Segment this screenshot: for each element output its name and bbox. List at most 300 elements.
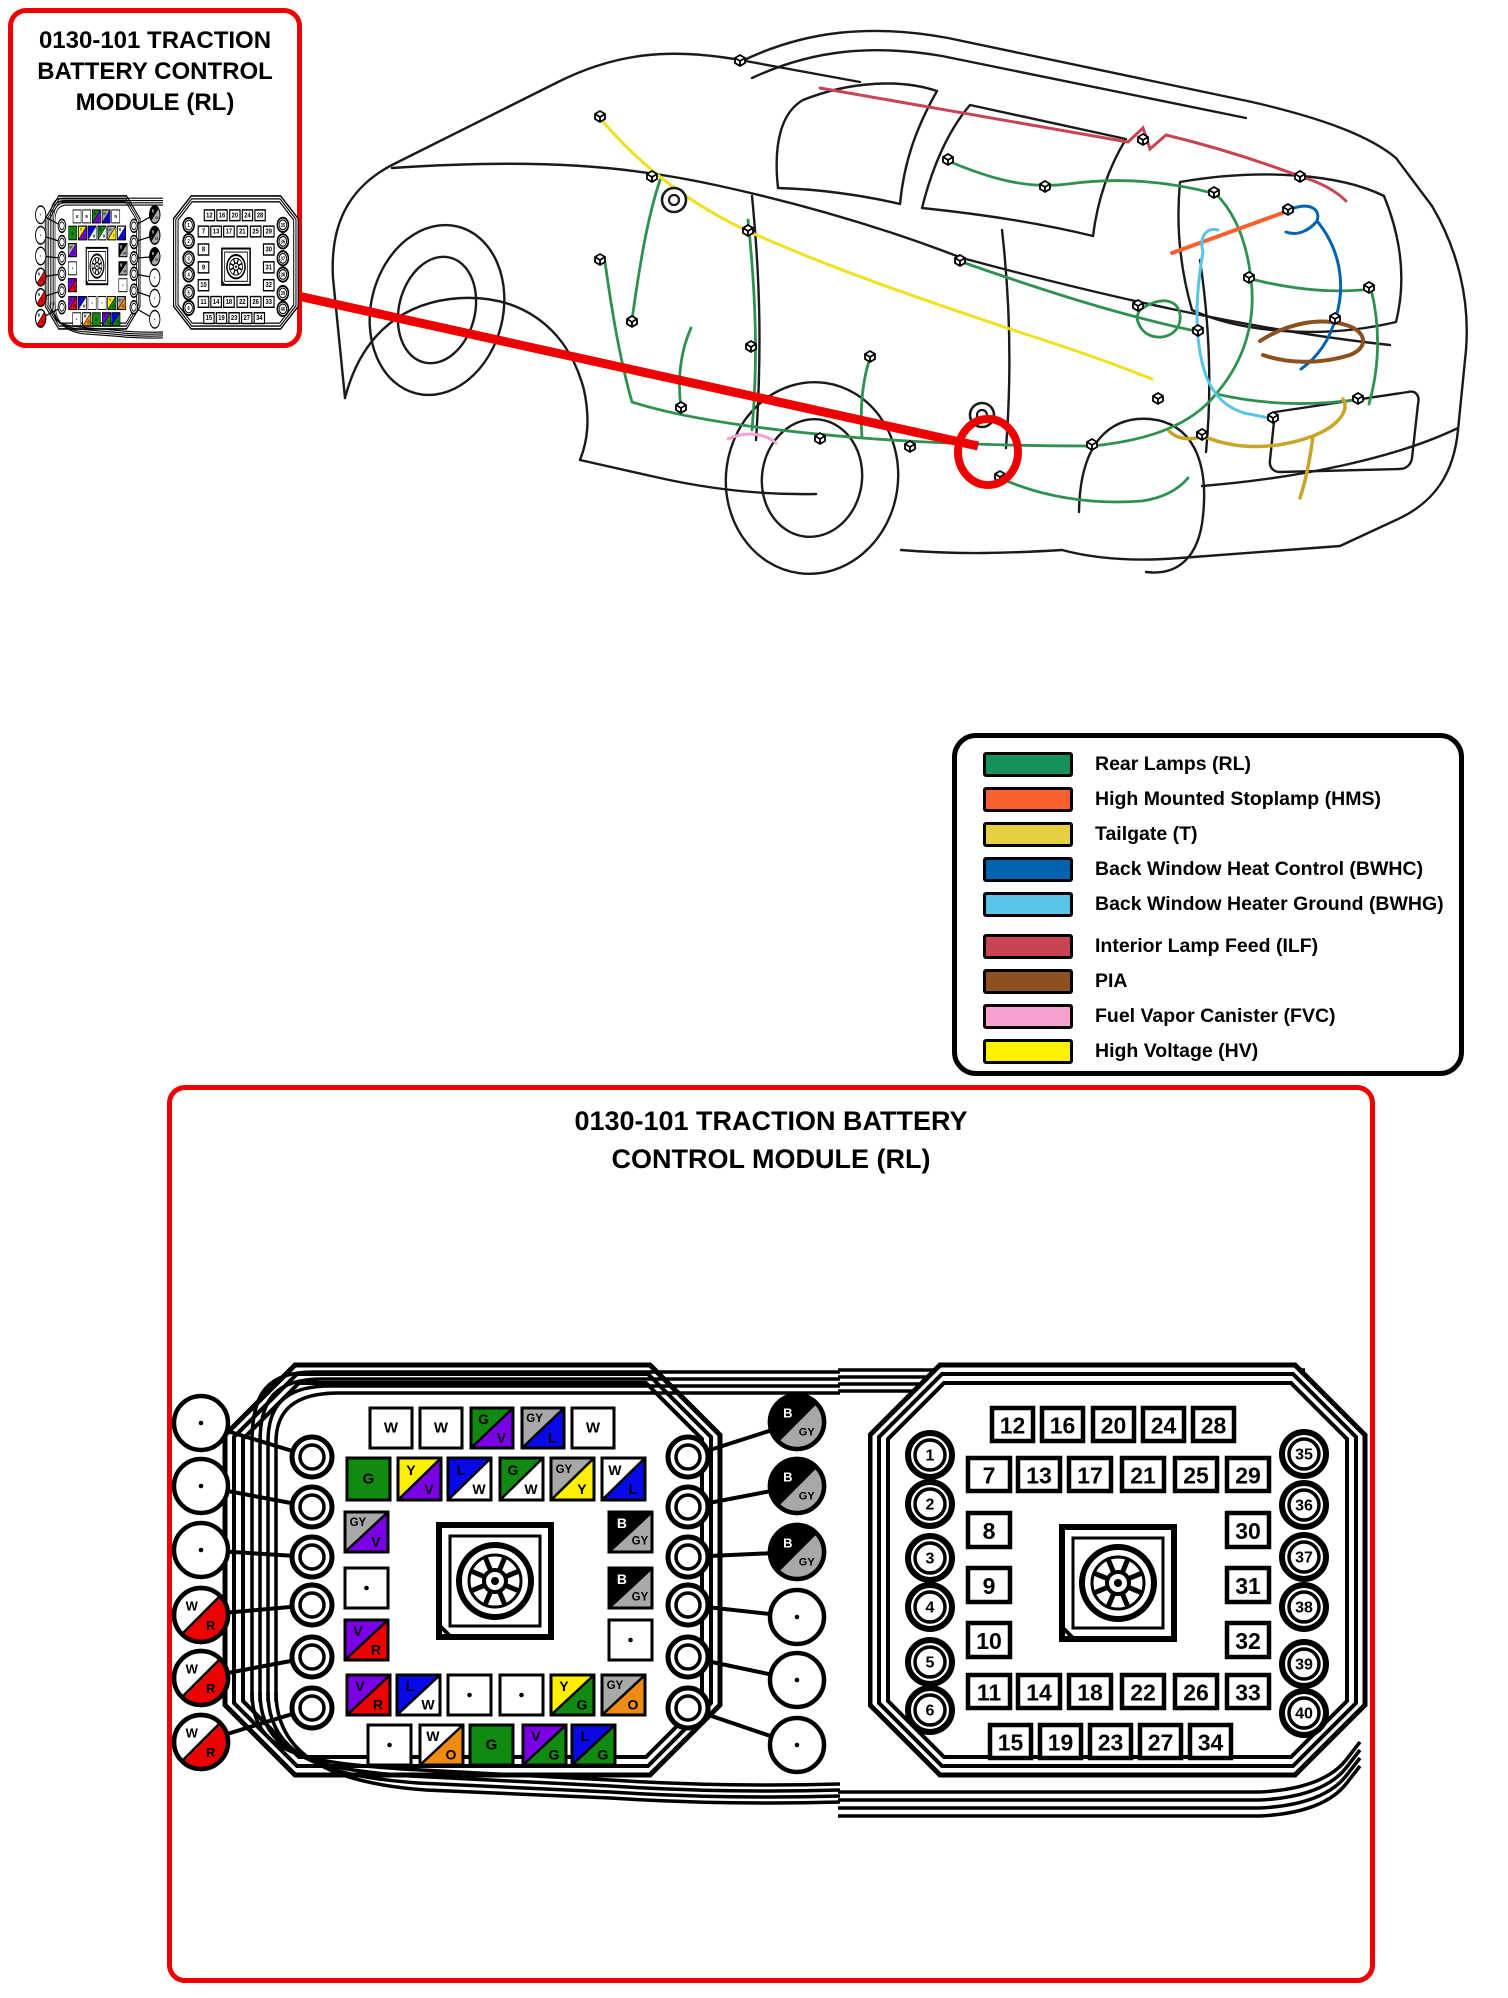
svg-text:L: L [580, 1728, 590, 1745]
svg-text:40: 40 [280, 306, 286, 312]
pin-number-circle [908, 1536, 952, 1580]
wire-color-cell [572, 1725, 615, 1765]
connector-cube-icon [746, 341, 756, 352]
svg-text:37: 37 [280, 255, 286, 262]
svg-text:Y: Y [406, 1461, 416, 1478]
svg-text:6: 6 [187, 305, 190, 312]
svg-text:Y: Y [559, 1678, 569, 1695]
svg-text:W: W [75, 213, 79, 220]
svg-text:G: G [485, 1736, 498, 1754]
svg-text:8: 8 [982, 1518, 996, 1544]
module-callout-title [13, 13, 297, 118]
empty-cell [448, 1675, 491, 1715]
svg-text:GY: GY [555, 1463, 573, 1476]
svg-text:22: 22 [239, 298, 246, 307]
svg-text:V: V [496, 1429, 506, 1446]
wire-color-cell [345, 1620, 388, 1660]
pin-number-circle [277, 267, 288, 281]
wire-color-cell [602, 1675, 645, 1715]
harness-high-voltage [600, 118, 1152, 379]
svg-text:7: 7 [201, 227, 206, 236]
vehicle-harness-illustration [300, 10, 1505, 585]
pin-number-box [968, 1568, 1010, 1602]
pin-number-circle [1282, 1642, 1326, 1686]
pin-number-box [1227, 1513, 1269, 1547]
svg-text:G: G [116, 319, 119, 325]
svg-text:34: 34 [1197, 1729, 1224, 1756]
legend-swatch [983, 1039, 1073, 1064]
pin-number-circle [908, 1482, 952, 1526]
svg-text:31: 31 [265, 263, 272, 272]
wire-color-cell [112, 210, 120, 223]
connector-cube-icon [815, 433, 825, 444]
mini-connector-pin-numbers [173, 195, 299, 341]
pin-number-box [263, 262, 274, 273]
svg-text:9: 9 [201, 263, 206, 272]
svg-text:GY: GY [798, 1490, 815, 1503]
title-line: 0130-101 TRACTION BATTERY [574, 1106, 968, 1136]
connector-cube-icon [595, 254, 605, 265]
legend-swatch [983, 969, 1073, 994]
svg-text:27: 27 [1147, 1729, 1174, 1756]
wire-callout-circle [770, 1459, 824, 1513]
wire-color-cell [112, 313, 120, 326]
wire-callout-circle [36, 206, 46, 224]
svg-text:GY: GY [102, 211, 107, 216]
pin-number-circle [183, 285, 194, 299]
pin-number-box [992, 1408, 1033, 1441]
connector-pin-number-view [868, 1362, 1368, 1812]
wire-color-cell [108, 226, 116, 240]
svg-text:O: O [445, 1746, 457, 1763]
pin-number-box [1122, 1458, 1164, 1491]
pin-number-box [1140, 1725, 1181, 1758]
svg-text:W: W [433, 1419, 449, 1437]
svg-text:V: V [70, 297, 72, 303]
legend-swatch [983, 787, 1073, 812]
legend-label: Tailgate (T) [1095, 823, 1198, 845]
pin-number-box [1122, 1675, 1164, 1708]
wire-color-cell [119, 262, 127, 275]
connector-cube-icon [1244, 272, 1254, 283]
svg-text:W: W [83, 313, 87, 319]
svg-text:L: L [547, 1429, 557, 1446]
svg-text:V: V [103, 313, 106, 319]
pin-number-box [263, 244, 274, 255]
svg-text:35: 35 [280, 222, 286, 228]
wire-color-cell [69, 297, 77, 310]
legend-swatch [983, 822, 1073, 847]
svg-text:G: G [576, 1696, 588, 1713]
wire-callout-circle [174, 1715, 228, 1769]
svg-text:15: 15 [205, 314, 213, 323]
connector-cube-icon [1133, 300, 1143, 311]
pin-number-circle [277, 218, 288, 232]
svg-text:26: 26 [1183, 1679, 1209, 1706]
center-lock-icon [86, 248, 107, 284]
pin-number-circle [1282, 1535, 1326, 1579]
pin-number-box [204, 210, 214, 221]
connector-cube-icon [743, 225, 753, 236]
pin-number-circle [908, 1688, 952, 1732]
pin-number-box [230, 210, 240, 221]
svg-text:GY: GY [155, 236, 159, 241]
pin-number-box [198, 262, 209, 273]
center-lock-icon [439, 1525, 551, 1637]
svg-text:28: 28 [1200, 1412, 1227, 1439]
legend-label: Back Window Heater Ground (BWHG) [1095, 893, 1444, 915]
svg-text:14: 14 [212, 298, 220, 307]
svg-text:L: L [113, 313, 115, 319]
wire-color-cell [117, 226, 125, 240]
svg-text:Y: Y [109, 297, 112, 303]
svg-text:Y: Y [79, 227, 82, 233]
wire-callout-circle [770, 1653, 824, 1707]
svg-text:17: 17 [1077, 1462, 1103, 1489]
svg-text:W: W [92, 233, 96, 239]
svg-text:35: 35 [1295, 1446, 1313, 1464]
harness-high-mounted-stoplamp [1172, 211, 1288, 253]
wire-color-cell [345, 1512, 388, 1552]
svg-text:W: W [608, 1461, 622, 1478]
wire-color-cell [471, 1408, 513, 1448]
legend-label: High Voltage (HV) [1095, 1040, 1259, 1062]
pin-number-box [1227, 1458, 1269, 1491]
pin-number-box [263, 226, 274, 237]
pin-number-circle [908, 1585, 952, 1629]
wire-callout-circle [150, 311, 160, 329]
empty-cell [500, 1675, 543, 1715]
svg-text:36: 36 [280, 238, 286, 245]
wire-callout-circle [36, 268, 46, 286]
connector-cube-icon [1138, 134, 1148, 145]
svg-text:16: 16 [1049, 1412, 1076, 1439]
wire-color-cell [470, 1725, 513, 1765]
pin-number-box [1175, 1675, 1217, 1708]
pin-number-box [1018, 1458, 1060, 1491]
svg-text:W: W [37, 312, 41, 318]
legend-swatch [983, 857, 1073, 882]
svg-text:Y: Y [112, 233, 115, 239]
svg-text:23: 23 [1097, 1729, 1124, 1756]
wire-color-cell [523, 1725, 566, 1765]
legend-swatch [983, 752, 1073, 777]
connector-cube-icon [865, 351, 875, 362]
pin-number-box [1143, 1408, 1184, 1441]
svg-text:O: O [122, 303, 125, 309]
svg-text:R: R [370, 1641, 382, 1658]
svg-text:29: 29 [1235, 1462, 1261, 1489]
pin-number-circle [908, 1433, 952, 1477]
svg-text:R: R [206, 1680, 216, 1696]
svg-text:10: 10 [200, 281, 207, 290]
pin-number-box [968, 1675, 1010, 1708]
legend-item [983, 817, 1459, 852]
pin-number-box [263, 280, 274, 291]
svg-text:B: B [616, 1515, 627, 1532]
svg-text:R: R [206, 1617, 216, 1633]
svg-text:39: 39 [1295, 1656, 1313, 1674]
empty-cell [73, 313, 81, 326]
connector-cube-icon [1087, 439, 1097, 450]
center-lock-icon [222, 249, 250, 285]
wire-color-cell [551, 1458, 594, 1500]
empty-cell [609, 1620, 652, 1660]
svg-text:V: V [353, 1623, 363, 1640]
svg-text:15: 15 [997, 1729, 1024, 1756]
legend-label: PIA [1095, 970, 1128, 992]
legend-swatch [983, 934, 1073, 959]
svg-text:L: L [89, 227, 92, 233]
empty-cell [88, 297, 96, 310]
svg-text:38: 38 [280, 272, 286, 278]
wire-color-cell [572, 1408, 614, 1448]
svg-text:B: B [616, 1571, 627, 1588]
svg-text:12: 12 [999, 1412, 1026, 1439]
pin-number-box [204, 313, 214, 324]
svg-text:GY: GY [108, 227, 112, 233]
svg-text:1: 1 [187, 222, 190, 229]
connector-cube-icon [1283, 204, 1293, 215]
svg-text:22: 22 [1130, 1679, 1156, 1706]
svg-text:G: G [507, 1461, 519, 1478]
svg-text:13: 13 [1026, 1462, 1052, 1489]
svg-text:B: B [783, 1535, 793, 1551]
svg-text:L: L [628, 1481, 638, 1498]
svg-text:G: G [362, 1470, 375, 1488]
svg-text:27: 27 [243, 314, 250, 323]
pin-number-circle [183, 251, 194, 265]
svg-text:G: G [95, 316, 98, 323]
connector-cube-icon [1364, 282, 1374, 293]
svg-text:G: G [597, 1746, 609, 1763]
svg-text:V: V [424, 1481, 434, 1498]
title-line: CONTROL MODULE (RL) [611, 1144, 931, 1174]
connector-cube-icon [595, 111, 605, 122]
svg-text:V: V [97, 217, 100, 222]
wire-color-cell [609, 1568, 652, 1608]
pin-number-circle [183, 234, 194, 248]
svg-text:GY: GY [798, 1556, 815, 1569]
svg-text:33: 33 [1235, 1679, 1261, 1706]
pin-number-box [1190, 1725, 1231, 1758]
harness-pia [1260, 322, 1363, 362]
harness-legend [952, 733, 1464, 1076]
svg-text:3: 3 [925, 1550, 935, 1568]
pin-number-box [211, 226, 222, 237]
svg-text:W: W [383, 1419, 399, 1437]
svg-text:18: 18 [225, 298, 233, 307]
connector-cube-icon [647, 171, 657, 182]
connector-cube-icon [1330, 313, 1340, 324]
svg-text:V: V [371, 1533, 381, 1550]
svg-text:G: G [99, 227, 102, 233]
wire-color-cell [108, 297, 116, 310]
svg-text:B: B [120, 244, 123, 250]
wire-callout-circle [36, 310, 46, 328]
pin-number-box [255, 210, 265, 221]
svg-text:O: O [627, 1696, 639, 1713]
vehicle-outline [333, 31, 1467, 585]
svg-text:GY: GY [349, 1517, 367, 1530]
svg-text:GY: GY [606, 1680, 624, 1693]
connector-cube-icon [676, 402, 686, 413]
wire-color-cell [68, 244, 76, 257]
svg-text:28: 28 [256, 211, 264, 220]
connector-cube-icon [1040, 181, 1050, 192]
svg-text:B: B [152, 251, 154, 257]
svg-text:7: 7 [982, 1462, 996, 1489]
pin-number-circle [1282, 1483, 1326, 1527]
svg-text:37: 37 [1295, 1549, 1313, 1567]
svg-text:24: 24 [244, 211, 251, 220]
svg-text:30: 30 [265, 245, 272, 254]
pin-number-box [1069, 1458, 1111, 1491]
wire-color-cell [420, 1725, 463, 1765]
wire-color-cell [73, 210, 81, 223]
connector-cube-icon [1193, 325, 1203, 336]
svg-text:19: 19 [1047, 1729, 1074, 1756]
legend-item [983, 999, 1459, 1034]
svg-text:G: G [93, 211, 96, 216]
wire-callout-circle [770, 1525, 824, 1579]
svg-text:16: 16 [218, 211, 226, 220]
svg-text:Y: Y [577, 1481, 587, 1498]
svg-text:V: V [355, 1678, 365, 1695]
pin-number-circle [277, 302, 288, 316]
wire-color-cell [420, 1408, 462, 1448]
wire-color-cell [83, 210, 91, 223]
svg-text:L: L [405, 1678, 415, 1695]
svg-text:W: W [421, 1696, 435, 1713]
svg-text:R: R [206, 1744, 216, 1760]
pin-number-box [237, 226, 248, 237]
svg-text:36: 36 [1295, 1497, 1313, 1515]
svg-text:W: W [185, 1598, 198, 1614]
connector-cube-icon [1197, 429, 1207, 440]
wire-callout-circle [36, 226, 46, 244]
pin-number-box [1175, 1458, 1217, 1491]
empty-cell [119, 279, 127, 292]
wire-color-cell [78, 297, 86, 310]
svg-text:33: 33 [265, 298, 272, 307]
wire-color-cell [397, 1675, 440, 1715]
wire-callout-circle [174, 1523, 228, 1577]
svg-text:39: 39 [280, 290, 286, 297]
wire-color-cell [347, 1458, 390, 1500]
pin-number-box [250, 226, 261, 237]
harness-rear-lamps [605, 161, 1378, 502]
svg-text:21: 21 [239, 227, 246, 236]
pin-number-box [263, 297, 274, 308]
pin-number-box [1018, 1675, 1060, 1708]
svg-text:L: L [122, 233, 125, 239]
svg-text:10: 10 [976, 1628, 1002, 1654]
wire-color-cell [609, 1512, 652, 1552]
svg-text:W: W [185, 1661, 198, 1677]
svg-text:G: G [478, 1411, 490, 1428]
wire-callout-circle [174, 1459, 228, 1513]
svg-text:B: B [152, 209, 154, 214]
wire-color-cell [117, 297, 125, 310]
empty-cell [345, 1568, 388, 1608]
svg-text:W: W [37, 292, 41, 297]
legend-item [983, 747, 1459, 782]
svg-text:G: G [112, 303, 115, 309]
wire-color-cell [78, 226, 86, 240]
legend-label: Back Window Heat Control (BWHC) [1095, 858, 1424, 880]
wire-color-cell [551, 1675, 594, 1715]
pin-number-circle [1282, 1585, 1326, 1629]
pin-number-box [968, 1623, 1010, 1657]
wire-callout-circle [174, 1588, 228, 1642]
connector-cube-icon [905, 441, 915, 452]
connector-cube-icon [995, 471, 1005, 482]
wire-callout-circle [36, 289, 46, 307]
svg-text:29: 29 [265, 227, 272, 236]
svg-text:W: W [85, 213, 88, 220]
pin-number-box [250, 297, 261, 308]
pin-number-circle [277, 234, 288, 248]
pin-number-box [1093, 1408, 1134, 1441]
pin-number-circle [277, 251, 288, 265]
svg-text:B: B [120, 263, 123, 268]
legend-item [983, 887, 1459, 922]
mini-connector-wire-colors [29, 195, 163, 341]
svg-text:G: G [71, 229, 74, 237]
svg-text:L: L [79, 297, 82, 303]
wire-color-cell [102, 210, 110, 223]
svg-text:GY: GY [798, 1426, 815, 1439]
pin-number-box [1069, 1675, 1111, 1708]
wire-color-cell [102, 313, 110, 326]
pin-number-box [1040, 1725, 1081, 1758]
svg-text:23: 23 [230, 314, 238, 323]
wire-color-cell [602, 1458, 645, 1500]
svg-text:5: 5 [925, 1654, 935, 1672]
pin-number-box [198, 244, 209, 255]
title-line: MODULE (RL) [75, 89, 235, 116]
svg-text:G: G [548, 1746, 560, 1763]
svg-text:25: 25 [252, 227, 259, 236]
wire-color-cell [68, 279, 76, 292]
wire-color-cell [119, 244, 127, 257]
wire-callout-circle [174, 1396, 228, 1450]
svg-text:12: 12 [206, 211, 213, 220]
pin-number-box [1227, 1675, 1269, 1708]
pin-number-box [198, 226, 209, 237]
wire-color-cell [347, 1675, 390, 1715]
svg-text:O: O [87, 319, 90, 325]
wire-color-cell [522, 1408, 564, 1448]
wire-color-cell [448, 1458, 491, 1500]
svg-text:31: 31 [1235, 1573, 1261, 1599]
title-line: BATTERY CONTROL [37, 58, 273, 85]
wire-callout-circle [770, 1718, 824, 1772]
wire-callout-circle [150, 269, 160, 287]
svg-text:34: 34 [256, 314, 263, 323]
svg-text:13: 13 [212, 227, 220, 236]
legend-label: Rear Lamps (RL) [1095, 753, 1252, 775]
svg-text:B: B [783, 1405, 793, 1421]
svg-text:R: R [372, 1696, 384, 1713]
svg-text:GY: GY [123, 250, 127, 256]
svg-text:2: 2 [925, 1496, 935, 1514]
svg-text:18: 18 [1077, 1679, 1103, 1706]
svg-text:30: 30 [1235, 1518, 1261, 1544]
svg-text:W: W [102, 233, 106, 239]
svg-text:GY: GY [123, 269, 127, 274]
